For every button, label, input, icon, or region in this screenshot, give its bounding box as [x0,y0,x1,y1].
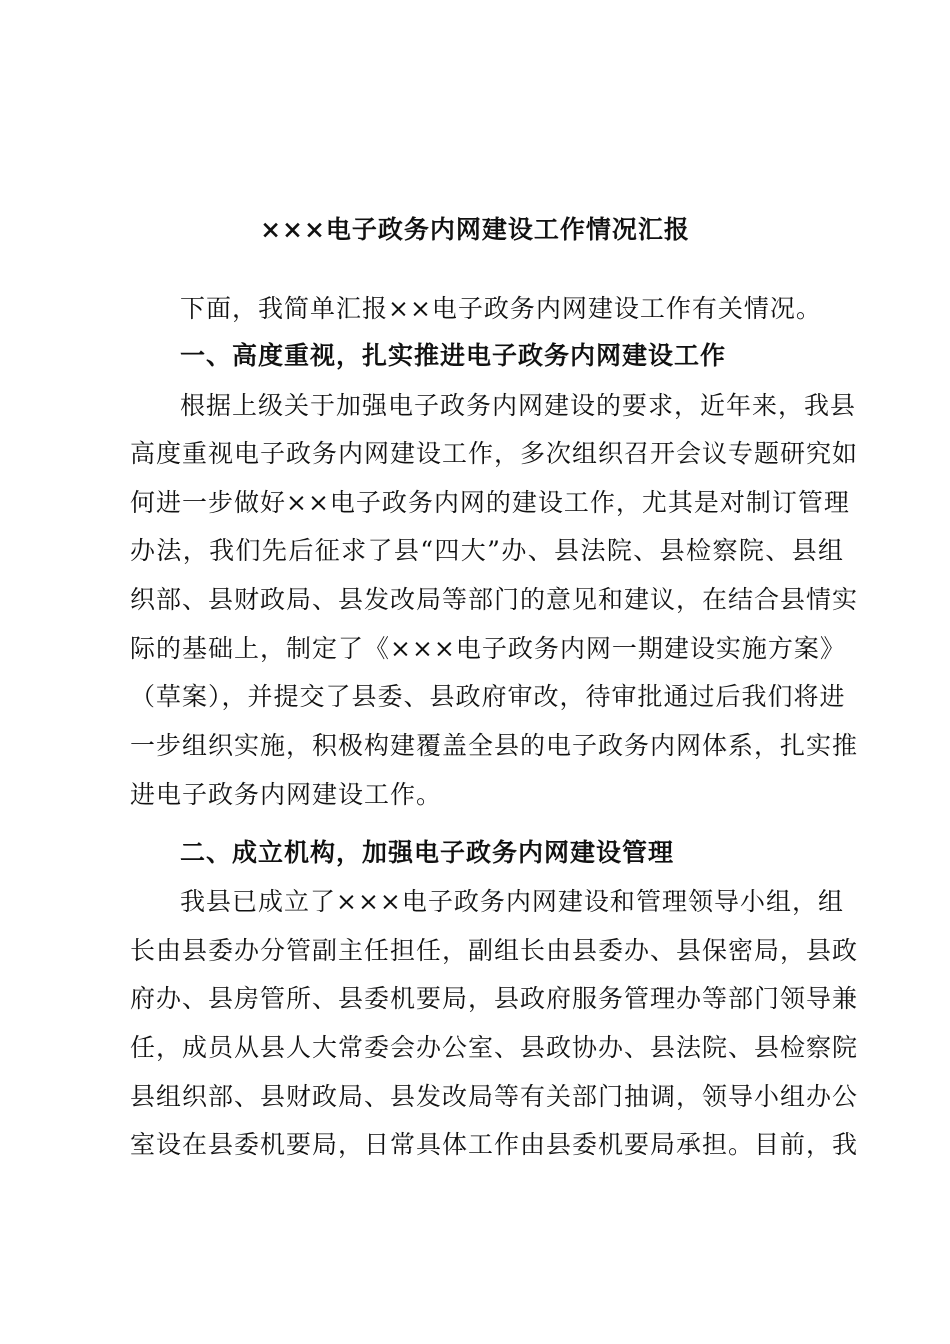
section-2-line: 任，成员从县人大常委会办公室、县政协办、县法院、县检察院 [130,1033,859,1062]
section-2-line: 县组织部、县财政局、县发改局等有关部门抽调，领导小组办公 [130,1082,859,1111]
section-1-line: 织部、县财政局、县发改局等部门的意见和建议，在结合县情实 [130,585,859,614]
section-1-line: 办法，我们先后征求了县“四大”办、县法院、县检察院、县组 [130,536,844,565]
document-title: ×××电子政务内网建设工作情况汇报 [260,215,690,244]
section-1-line: 际的基础上，制定了《×××电子政务内网一期建设实施方案》 [130,634,846,663]
section-1-heading: 一、高度重视，扎实推进电子政务内网建设工作 [180,341,727,370]
section-2-heading: 二、成立机构，加强电子政务内网建设管理 [180,838,675,867]
section-1-line: 根据上级关于加强电子政务内网建设的要求，近年来，我县 [180,391,857,420]
section-2-line: 府办、县房管所、县委机要局，县政府服务管理办等部门领导兼 [130,984,859,1013]
section-1-line: 一步组织实施，积极构建覆盖全县的电子政务内网体系，扎实推 [130,731,859,760]
section-2-line: 我县已成立了×××电子政务内网建设和管理领导小组，组 [180,887,844,916]
section-1-line: 高度重视电子政务内网建设工作，多次组织召开会议专题研究如 [130,439,859,468]
section-1-line: 何进一步做好××电子政务内网的建设工作，尤其是对制订管理 [130,488,850,517]
section-1-line: 进电子政务内网建设工作。 [130,780,443,809]
intro-paragraph: 下面，我简单汇报××电子政务内网建设工作有关情况。 [180,294,822,323]
section-1-line: （草案），并提交了县委、县政府审改，待审批通过后我们将进 [130,682,846,711]
section-2-line: 长由县委办分管副主任担任，副组长由县委办、县保密局，县政 [130,936,859,965]
section-2-line: 室设在县委机要局，日常具体工作由县委机要局承担。目前，我 [130,1130,859,1159]
